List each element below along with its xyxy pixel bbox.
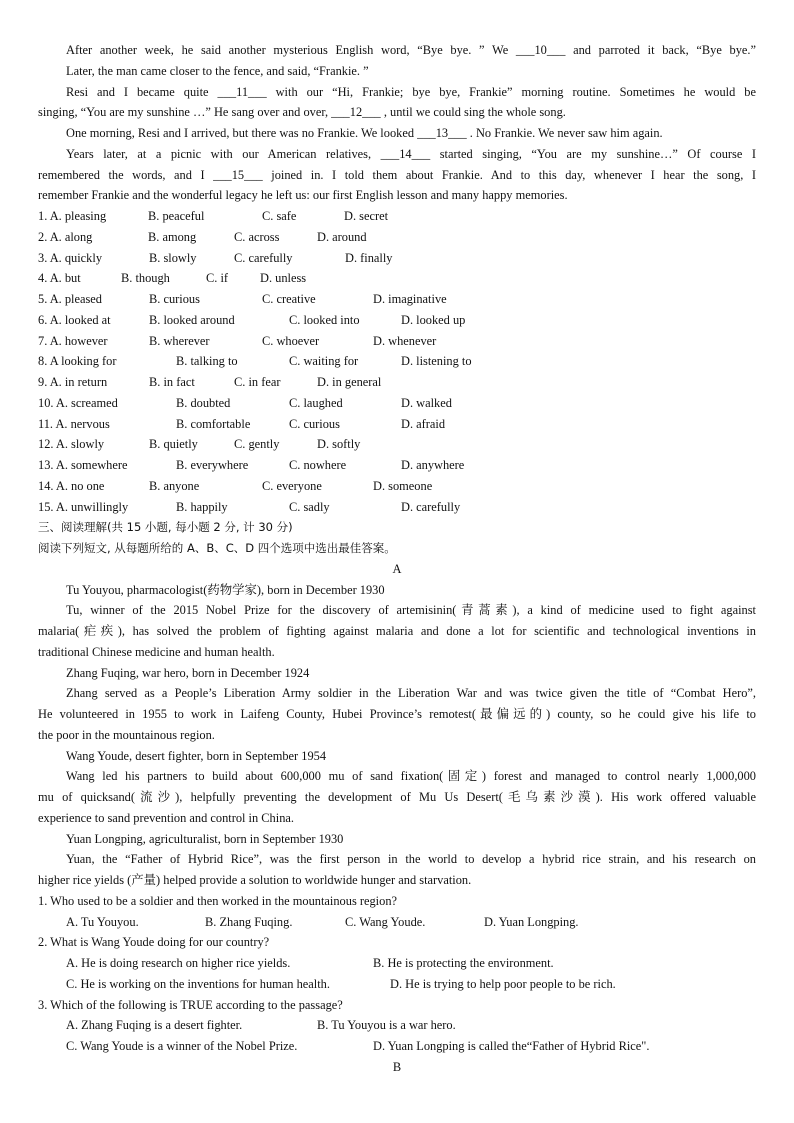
option-row: 7. A. however B. wherever C. whoever D. whenever: [38, 333, 437, 348]
option-row: 5. A. pleased B. curious C. creative D. imaginative: [38, 292, 447, 306]
option-row: 1. A. pleasing B. peaceful C. safe D. secret: [38, 209, 389, 223]
option-d[interactable]: D. Yuan Longping is called the“Father of Hybrid Rice".: [373, 1039, 650, 1053]
passage-a: [38, 580, 756, 891]
option-row: 6. A. looked at B. looked around C. looked into D. looked up: [38, 312, 466, 327]
question-1: [38, 891, 756, 933]
passage-line: Yuan, the “Father of Hybrid Rice”, was the first person in the world to develop a hybrid rice strain, and his research on: [66, 852, 756, 867]
question-stem: 3. Which of the following is TRUE according to the passage?: [38, 997, 343, 1012]
passage-line: Yuan Longping, agriculturalist, born in September 1930: [66, 831, 344, 846]
question-2: [38, 932, 756, 994]
passage-line: Tu Youyou, pharmacologist(药物学家), born in December 1930: [66, 582, 385, 597]
passage-line: Years later, at a picnic with our American relatives, ___14___ started singing, “You are my sunshine…” Of course I: [66, 146, 756, 161]
option-row: 3. A. quickly B. slowly C. carefully D. finally: [38, 250, 393, 265]
section-instruction: 阅读下列短文, 从每题所给的 A、B、C、D 四个选项中选出最佳答案。: [38, 541, 396, 555]
option-row: 2. A. along B. among C. across D. around: [38, 229, 367, 244]
question-options: [38, 974, 756, 995]
option-row: 14. A. no one B. anyone C. everyone D. someone: [38, 478, 433, 493]
passage-a-label: A: [392, 561, 402, 576]
passage-line: higher rice yields (产量) helped provide a solution to worldwide hunger and starvation.: [38, 873, 472, 887]
passage-line: remember Frankie and the wonderful legacy he left us: our first English lesson and many happy memories.: [38, 188, 568, 203]
option-a[interactable]: A. Tu Youyou.: [66, 914, 139, 929]
passage-end: [38, 40, 756, 206]
option-c[interactable]: C. He is working on the inventions for human health.: [66, 976, 330, 991]
option-d[interactable]: D. He is trying to help poor people to be rich.: [390, 976, 616, 991]
question-3: [38, 995, 756, 1057]
passage-line: Tu, winner of the 2015 Nobel Prize for the discovery of artemisinin(青蒿素), a kind of medicine used to fight against: [66, 603, 756, 618]
option-row: 4. A. but B. though C. if D. unless: [38, 271, 307, 286]
option-c[interactable]: C. Wang Youde.: [345, 914, 426, 929]
option-a[interactable]: A. He is doing research on higher rice yields.: [66, 956, 291, 970]
passage-line: mu of quicksand(流沙), helpfully preventing the development of Mu Us Desert(毛乌素沙漠). His work offered valuable: [38, 790, 756, 804]
passage-line: Zhang served as a People’s Liberation Army soldier in the Liberation War and was twice given the title of “Combat Hero”,: [66, 686, 756, 701]
question-options: [38, 1015, 756, 1036]
question-options: [38, 1036, 756, 1057]
passage-line: Zhang Fuqing, war hero, born in December 1924: [66, 665, 310, 680]
passage-line: One morning, Resi and I arrived, but there was no Frankie. We looked ___13___ . No Frankie. We never saw him again.: [66, 126, 663, 140]
option-row: 11. A. nervous B. comfortable C. curious D. afraid: [38, 416, 446, 431]
question-stem: 2. What is Wang Youde doing for our country?: [38, 935, 270, 950]
passage-line: experience to sand prevention and control in China.: [38, 810, 294, 825]
passage-line: singing, “You are my sunshine …” He sang over and over, ___12___ , until we could sing the whole song.: [38, 105, 566, 120]
passage-line: the poor in the mountainous region.: [38, 727, 215, 742]
passage-line: Later, the man came closer to the fence, and said, “Frankie. ”: [66, 63, 369, 78]
passage-b-label: B: [392, 1059, 402, 1074]
question-options: [38, 953, 756, 974]
question-stem: 1. Who used to be a soldier and then worked in the mountainous region?: [38, 893, 398, 908]
passage-line: traditional Chinese medicine and human health.: [38, 644, 275, 659]
passage-line: Wang Youde, desert fighter, born in September 1954: [66, 748, 327, 763]
option-a[interactable]: A. Zhang Fuqing is a desert fighter.: [66, 1018, 243, 1033]
option-c[interactable]: C. Wang Youde is a winner of the Nobel Prize.: [66, 1039, 298, 1053]
passage-line: Wang led his partners to build about 600,000 mu of sand fixation(固定) forest and managed to control nearly 1,000,000: [66, 769, 756, 784]
option-row: 15. A. unwillingly B. happily C. sadly D. carefully: [38, 499, 461, 514]
option-d[interactable]: D. Yuan Longping.: [484, 914, 579, 929]
option-row: 12. A. slowly B. quietly C. gently D. softly: [38, 437, 361, 452]
passage-line: He volunteered in 1955 to work in Laifeng County, Hubei Province’s remotest(最偏远的) county, so he could give his life to: [38, 707, 756, 721]
option-row: 13. A. somewhere B. everywhere C. nowhere D. anywhere: [38, 458, 465, 472]
option-b[interactable]: B. Tu Youyou is a war hero.: [317, 1018, 456, 1033]
passage-line: After another week, he said another mysterious English word, “Bye bye. ” We ___10___ and parroted it back, “Bye bye.”: [66, 43, 756, 57]
passage-line: malaria(疟疾), has solved the problem of fighting against malaria and done a lot for scientific and technological inventions in: [38, 624, 756, 638]
cloze-options: [38, 206, 756, 517]
passage-line: Resi and I became quite ___11___ with our “Hi, Frankie; bye bye, Frankie” morning routine. Sometimes he would be: [66, 84, 756, 99]
option-row: 10. A. screamed B. doubted C. laughed D. walked: [38, 395, 452, 410]
section-heading: 三、阅读理解(共 15 小题, 每小题 2 分, 计 30 分): [38, 520, 293, 535]
option-row: 8. A looking for B. talking to C. waiting for D. listening to: [38, 354, 472, 369]
option-b[interactable]: B. Zhang Fuqing.: [205, 914, 293, 929]
worksheet-page: [38, 40, 756, 1078]
passage-line: remembered the words, and I ___15___ joined in. I told them about Frankie. And to this day, whenever I hear the song, I: [38, 167, 756, 182]
option-b[interactable]: B. He is protecting the environment.: [373, 956, 554, 970]
question-options: [38, 912, 756, 933]
option-row: 9. A. in return B. in fact C. in fear D. in general: [38, 375, 382, 389]
